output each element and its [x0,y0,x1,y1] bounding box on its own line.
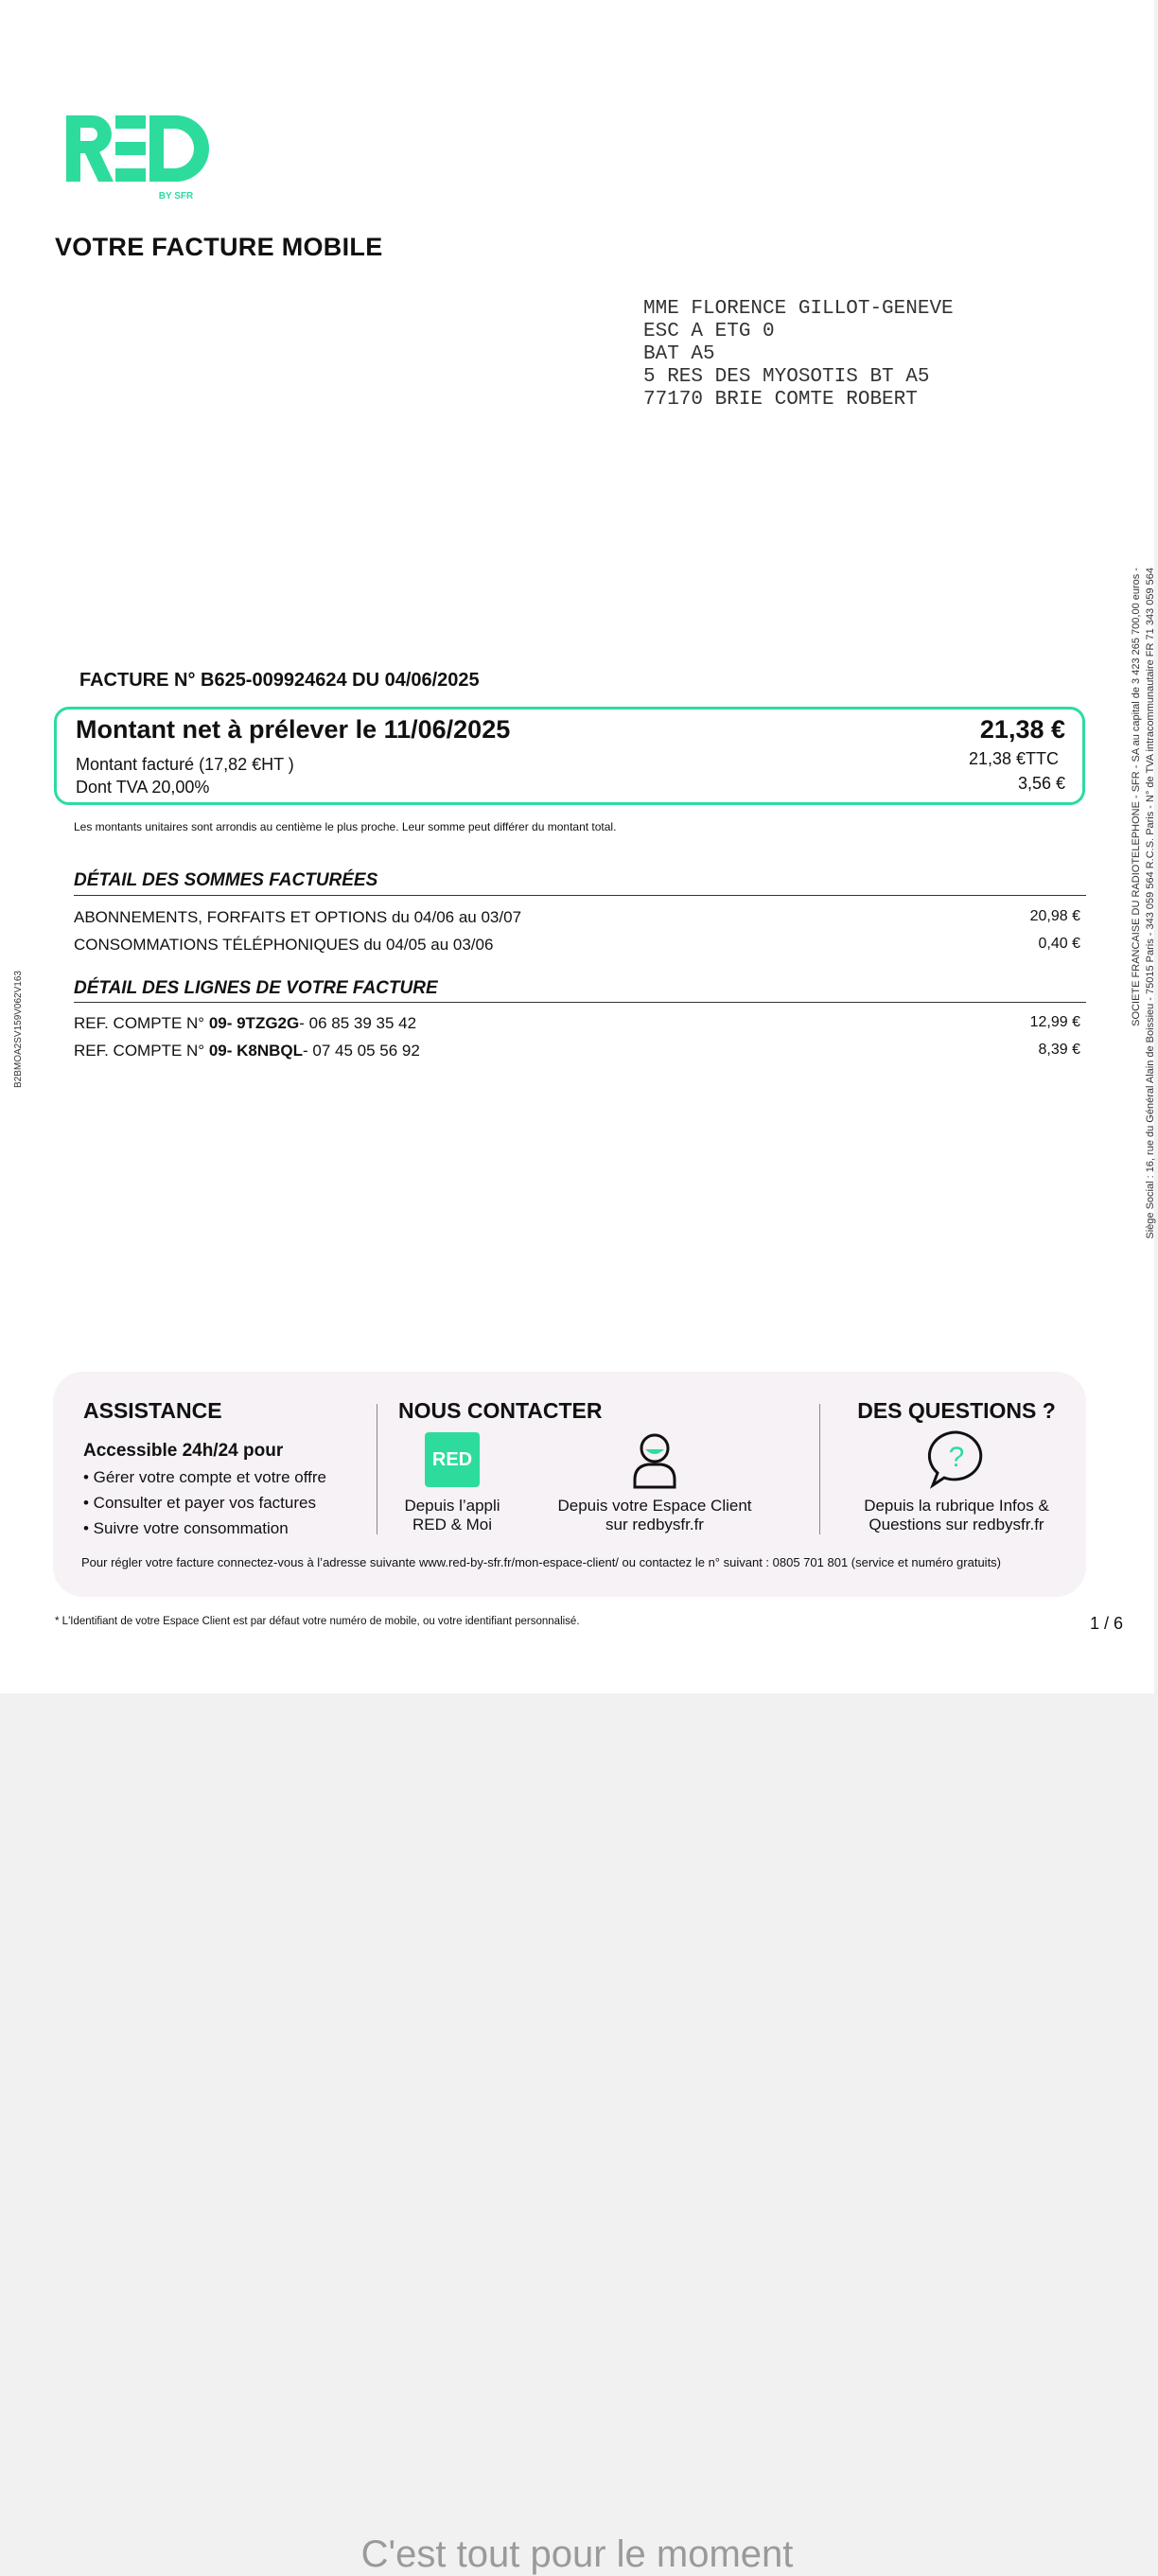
logo-subtext: BY SFR [158,191,194,202]
client-label-line: sur redbysfr.fr [605,1516,704,1533]
ref-prefix: REF. COMPTE N° [74,1014,209,1032]
rounding-note: Les montants unitaires sont arrondis au centième le plus proche. Leur somme peut différer du montant total. [74,820,617,833]
invoice-number: FACTURE N° B625-009924624 DU 04/06/2025 [79,670,480,691]
client-label-line: Depuis votre Espace Client [557,1497,752,1515]
questions-label [848,1497,1065,1534]
question-bubble-icon[interactable] [925,1428,988,1494]
amount-billed-label: Montant facturé (17,82 €HT ) [76,755,294,774]
amount-total: 21,38 € [979,715,1065,744]
contact-title: NOUS CONTACTER [398,1398,603,1423]
sums-section-title: DÉTAIL DES SOMMES FACTURÉES [74,870,378,890]
red-by-sfr-logo [64,112,216,204]
footnote: * L'Identifiant de votre Espace Client est par défaut votre numéro de mobile, ou votre identifiant personnalisé. [55,1616,580,1627]
assistance-item: • Consulter et payer vos factures [83,1494,316,1512]
questions-label-line: Depuis la rubrique Infos & [864,1497,1049,1515]
address-line: BAT A5 [643,343,715,365]
red-app-icon[interactable] [425,1432,480,1487]
user-account-icon[interactable] [631,1430,678,1494]
help-box [53,1372,1086,1597]
ref-account: 09- K8NBQL [208,1042,303,1060]
ref-phone: - 06 85 39 35 42 [299,1014,417,1032]
amount-title: Montant net à prélever le 11/06/2025 [76,715,511,744]
amount-summary-box [54,707,1085,805]
ref-prefix: REF. COMPTE N° [74,1042,209,1060]
divider [74,895,1086,896]
line-row-label [74,1042,420,1060]
payment-note: Pour régler votre facture connectez-vous à l’adresse suivante www.red-by-sfr.fr/mon-espace-client/ ou contactez le n° suivant : 0805 701 801 (service et numéro gratuits) [81,1555,1002,1569]
tva-value: 3,56 € [1017,774,1065,793]
document-title: VOTRE FACTURE MOBILE [55,233,383,261]
app-label-line: RED & Moi [412,1516,493,1533]
app-label-line: Depuis l’appli [404,1497,500,1515]
amount-ttc: 21,38 €TTC [968,749,1059,768]
questions-title: DES QUESTIONS ? [857,1398,1056,1423]
side-legal-text [1130,568,1158,1324]
line-row-value: 8,39 € [1038,1042,1080,1058]
assistance-title: ASSISTANCE [83,1398,222,1423]
legal-line: Siège Social : 16, rue du Général Alain de Boissieu - 75015 Paris - 343 059 564 R.C.S. Paris - N° de TVA intracommunautaire FR 71 343 059 564 [1145,568,1156,1239]
page-number: 1 / 6 [1089,1614,1123,1633]
ref-phone: - 07 45 05 56 92 [303,1042,420,1060]
ref-account: 09- 9TZG2G [208,1014,300,1032]
sum-row-label: CONSOMMATIONS TÉLÉPHONIQUES du 04/05 au 03/06 [74,936,494,954]
line-row-value: 12,99 € [1029,1014,1080,1030]
svg-text:?: ? [948,1442,965,1473]
tva-label: Dont TVA 20,00% [76,778,210,797]
assistance-item: • Suivre votre consommation [83,1519,289,1537]
assistance-item: • Gérer votre compte et votre offre [83,1468,326,1486]
app-label [395,1497,509,1534]
line-row-label [74,1014,416,1033]
end-of-content-message: C'est tout pour le moment [360,2533,794,2575]
app-icon-text: RED [431,1449,473,1470]
column-divider [819,1404,820,1534]
side-reference-code: B2BMOA2SV159V062V163 [13,971,24,1088]
address-line: 5 RES DES MYOSOTIS BT A5 [643,366,930,388]
client-space-label [541,1497,768,1534]
divider [74,1002,1086,1003]
questions-label-line: Questions sur redbysfr.fr [868,1516,1044,1533]
address-line: 77170 BRIE COMTE ROBERT [643,389,918,411]
legal-line: SOCIETE FRANCAISE DU RADIOTELEPHONE - SFR - SA au capital de 3 423 265 700,00 euros - [1131,568,1142,1026]
address-line: MME FLORENCE GILLOT-GENEVE [643,298,954,320]
address-line: ESC A ETG 0 [643,321,775,342]
assistance-subtitle: Accessible 24h/24 pour [83,1441,284,1461]
sum-row-value: 20,98 € [1029,908,1080,924]
sum-row-label: ABONNEMENTS, FORFAITS ET OPTIONS du 04/06 au 03/07 [74,908,522,926]
recipient-address [643,298,954,412]
lines-section-title: DÉTAIL DES LIGNES DE VOTRE FACTURE [74,978,438,998]
sum-row-value: 0,40 € [1038,936,1080,952]
